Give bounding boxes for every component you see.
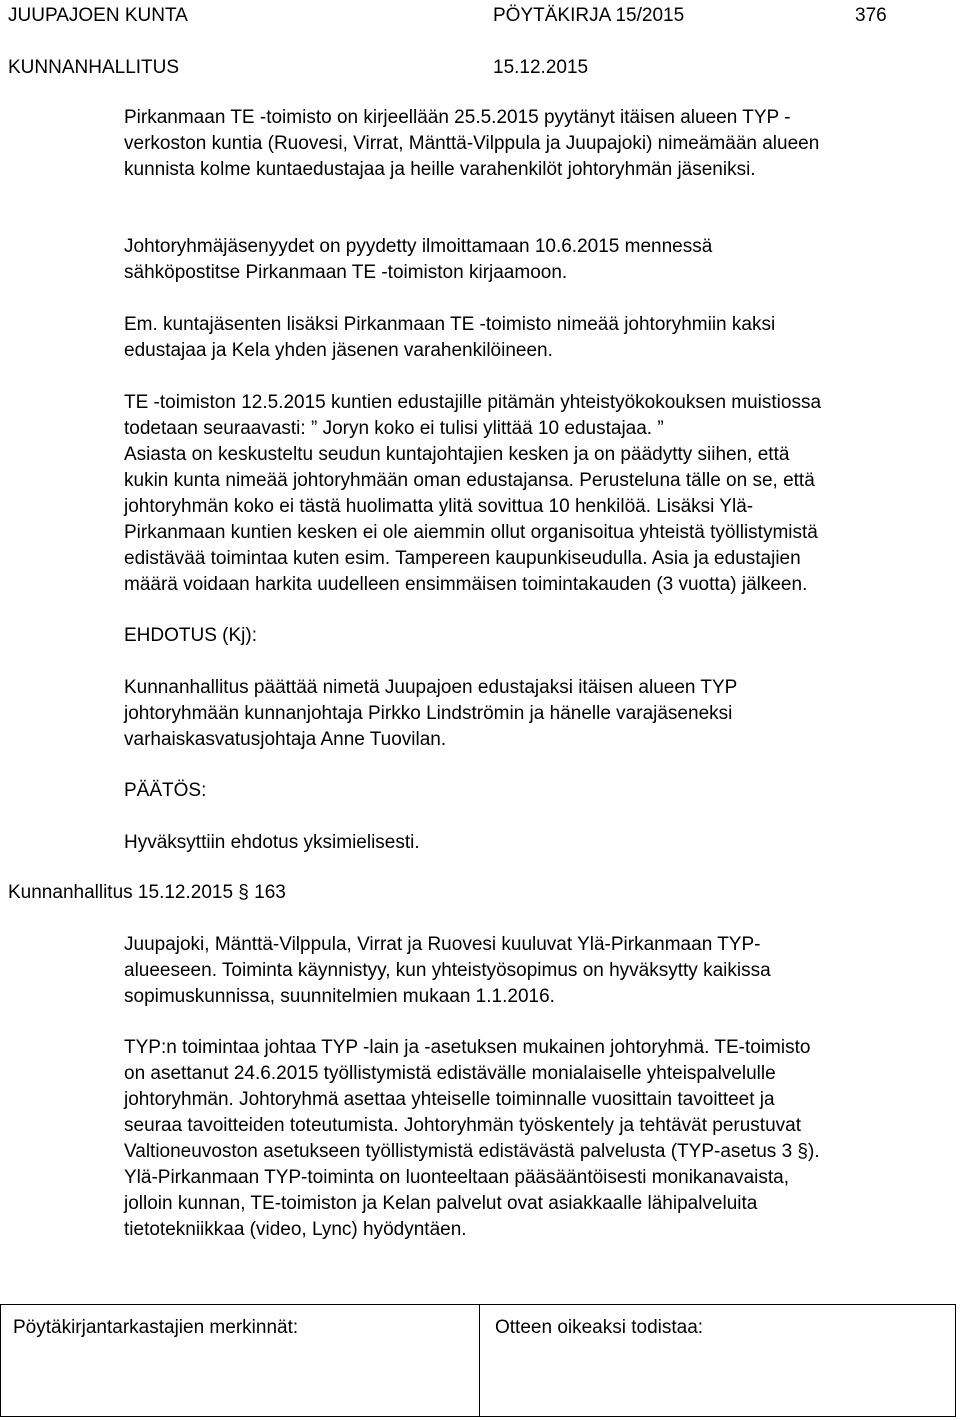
text-line: johtoryhmän. Johtoryhmä asettaa yhteiselle toiminnalle vuosittain tavoitteet ja	[124, 1089, 775, 1110]
text-line: Ylä-Pirkanmaan TYP-toiminta on luonteeltaan pääsääntöisesti monikanavaista,	[124, 1167, 790, 1188]
text-line: sähköpostitse Pirkanmaan TE -toimiston kirjaamoon.	[124, 262, 568, 283]
text-line: määrä voidaan harkita uudelleen ensimmäisen toimintakauden (3 vuotta) jälkeen.	[124, 574, 808, 595]
text-line: Asiasta on keskusteltu seudun kuntajohtajien kesken ja on päädytty siihen, että	[124, 444, 790, 465]
text-line: Juupajoki, Mänttä-Vilppula, Virrat ja Ruovesi kuuluvat Ylä-Pirkanmaan TYP-	[124, 934, 761, 955]
text-line: edistävää toimintaa kuten esim. Tampereen kaupunkiseudulla. Asia ja edustajien	[124, 548, 801, 569]
text-line: Kunnanhallitus päättää nimetä Juupajoen edustajaksi itäisen alueen TYP	[124, 677, 738, 698]
text-line: edustajaa ja Kela yhden jäsenen varahenkilöineen.	[124, 340, 553, 361]
document-title: PÖYTÄKIRJA 15/2015	[493, 5, 685, 26]
text-line: TYP:n toimintaa johtaa TYP -lain ja -asetuksen mukainen johtoryhmä. TE-toimisto	[124, 1037, 811, 1058]
meeting-reference: Kunnanhallitus 15.12.2015 § 163	[8, 882, 286, 903]
text-line: Pirkanmaan kuntien kesken ei ole aiemmin ollut organisoitua yhteistä työllistymistä	[124, 522, 818, 543]
text-line: seuraa tavoitteiden toteutumista. Johtoryhmän työskentely ja tehtävät perustuvat	[124, 1115, 801, 1136]
text-line: verkoston kuntia (Ruovesi, Virrat, Mänttä-Vilppula ja Juupajoki) nimeämään alueen	[124, 133, 820, 154]
text-line: on asettanut 24.6.2015 työllistymistä edistävälle monialaiselle yhteispalvelulle	[124, 1063, 776, 1084]
text-line: kukin kunta nimeää johtoryhmään oman edustajansa. Perusteluna tälle on se, että	[124, 470, 815, 491]
municipality-name: JUUPAJOEN KUNTA	[8, 5, 188, 26]
inspectors-notes-label: Pöytäkirjantarkastajien merkinnät:	[13, 1317, 299, 1338]
footer-divider	[479, 1305, 480, 1416]
text-line: tietotekniikkaa (video, Lync) hyödyntäen.	[124, 1219, 467, 1240]
text-line: jolloin kunnan, TE-toimiston ja Kelan palvelut ovat asiakkaalle lähipalveluita	[124, 1193, 758, 1214]
proposal-heading: EHDOTUS (Kj):	[124, 625, 257, 646]
intro-paragraph	[124, 105, 954, 183]
text-line: kunnista kolme kuntaedustajaa ja heille varahenkilöt johtoryhmän jäseniksi.	[124, 159, 756, 180]
text-line: Pirkanmaan TE -toimisto on kirjeellään 25.5.2015 pyytänyt itäisen alueen TYP -	[124, 107, 791, 128]
governing-body: KUNNANHALLITUS	[8, 57, 180, 78]
signature-footer	[0, 1304, 956, 1417]
decision-text: Hyväksyttiin ehdotus yksimielisesti.	[124, 832, 420, 853]
text-line: Johtoryhmäjäsenyydet on pyydetty ilmoittamaan 10.6.2015 mennessä	[124, 236, 713, 257]
text-line: alueeseen. Toiminta käynnistyy, kun yhteistyösopimus on hyväksytty kaikissa	[124, 960, 771, 981]
text-line: varhaiskasvatusjohtaja Anne Tuovilan.	[124, 729, 447, 750]
text-line: Em. kuntajäsenten lisäksi Pirkanmaan TE -toimisto nimeää johtoryhmiin kaksi	[124, 314, 776, 335]
text-line: johtoryhmään kunnanjohtaja Pirkko Lindströmin ja hänelle varajäseneksi	[124, 703, 733, 724]
management-paragraph	[124, 1035, 954, 1243]
certification-label: Otteen oikeaksi todistaa:	[495, 1317, 704, 1338]
text-line: TE -toimiston 12.5.2015 kuntien edustajille pitämän yhteistyökokouksen muistiossa	[124, 392, 822, 413]
meeting-date: 15.12.2015	[493, 57, 589, 78]
background-paragraph	[124, 932, 954, 1010]
decision-heading: PÄÄTÖS:	[124, 780, 207, 801]
text-line: todetaan seuraavasti: ” Joryn koko ei tulisi ylittää 10 edustajaa. ”	[124, 418, 664, 439]
memo-paragraph	[124, 390, 954, 598]
page-number: 376	[855, 5, 887, 26]
text-line: sopimuskunnissa, suunnitelmien mukaan 1.1.2016.	[124, 986, 555, 1007]
proposal-paragraph	[124, 675, 954, 753]
members-paragraph	[124, 312, 954, 364]
text-line: Valtioneuvoston asetukseen työllistymistä edistävästä palvelusta (TYP-asetus 3 §).	[124, 1141, 820, 1162]
text-line: johtoryhmän koko ei tästä huolimatta ylitä sovittua 10 henkilöä. Lisäksi Ylä-	[124, 496, 754, 517]
notice-paragraph	[124, 234, 954, 286]
